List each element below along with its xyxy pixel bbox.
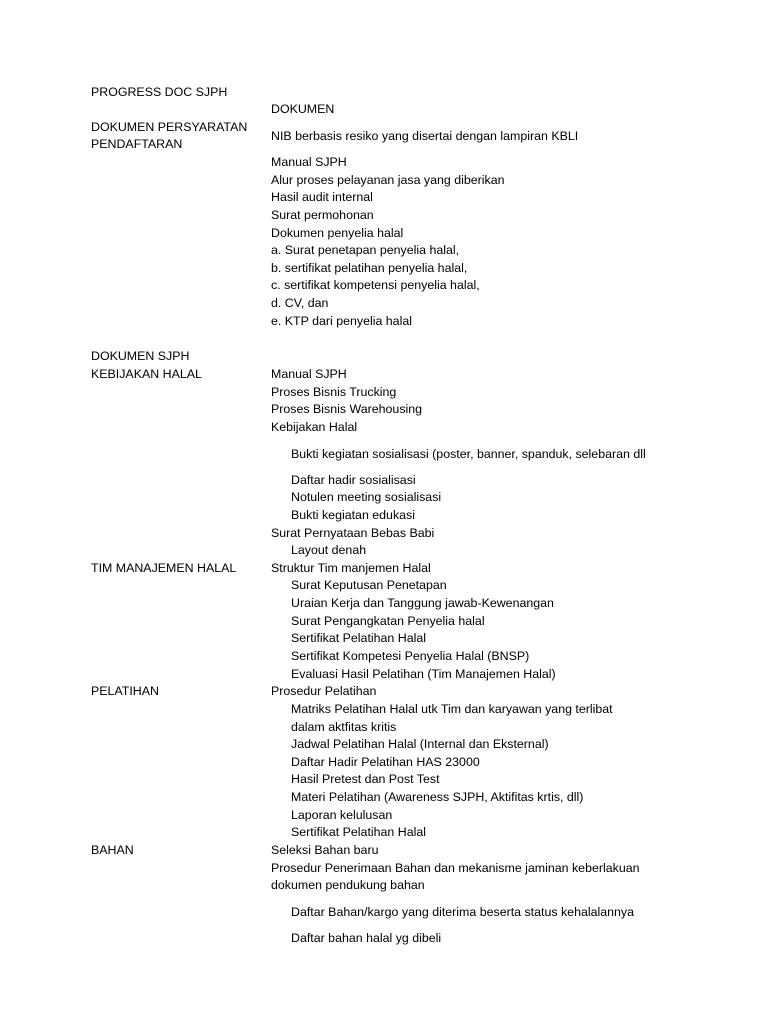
list-item: Proses Bisnis Warehousing [271, 402, 423, 416]
list-item: Evaluasi Hasil Pelatihan (Tim Manajemen Halal) [291, 667, 556, 681]
list-item: Surat permohonan [271, 208, 374, 222]
page-title: PROGRESS DOC SJPH [91, 85, 228, 99]
list-item: Prosedur Penerimaan Bahan dan mekanisme jaminan keberlakuan [271, 861, 640, 875]
list-item: Surat Pernyataan Bebas Babi [271, 526, 435, 540]
list-item: Surat Keputusan Penetapan [291, 578, 447, 592]
list-item: Uraian Kerja dan Tanggung jawab-Kewenangan [291, 596, 554, 610]
section-label: KEBIJAKAN HALAL [91, 367, 202, 381]
list-item: Alur proses pelayanan jasa yang diberikan [271, 173, 505, 187]
list-item: Bukti kegiatan sosialisasi (poster, banner, spanduk, selebaran dll [291, 447, 646, 461]
list-item: Prosedur Pelatihan [271, 684, 377, 698]
list-item: Manual SJPH [271, 155, 347, 169]
list-item: Daftar bahan halal yg dibeli [291, 931, 442, 945]
list-item: Daftar hadir sosialisasi [291, 473, 416, 487]
section-label: TIM MANAJEMEN HALAL [91, 561, 237, 575]
list-item: a. Surat penetapan penyelia halal, [271, 243, 460, 257]
list-item: NIB berbasis resiko yang disertai dengan lampiran KBLI [271, 129, 579, 143]
list-item: Matriks Pelatihan Halal utk Tim dan karyawan yang terlibat [291, 702, 613, 716]
list-item: Layout denah [291, 543, 367, 557]
section-label: PELATIHAN [91, 684, 159, 698]
list-item: Jadwal Pelatihan Halal (Internal dan Eksternal) [291, 737, 549, 751]
list-item: Sertifikat Kompetesi Penyelia Halal (BNSP) [291, 649, 530, 663]
list-item: Sertifikat Pelatihan Halal [291, 631, 426, 645]
column-header: DOKUMEN [271, 102, 335, 116]
list-item: Dokumen penyelia halal [271, 226, 404, 240]
list-item: b. sertifikat pelatihan penyelia halal, [271, 261, 468, 275]
list-item: Daftar Bahan/kargo yang diterima beserta status kehalalannya [291, 905, 635, 919]
list-item: Materi Pelatihan (Awareness SJPH, Aktifitas krtis, dll) [291, 790, 584, 804]
list-item: c. sertifikat kompetensi penyelia halal, [271, 278, 480, 292]
section-label: BAHAN [91, 843, 134, 857]
section-label: DOKUMEN SJPH [91, 349, 190, 363]
list-item: Laporan kelulusan [291, 808, 393, 822]
list-item: Proses Bisnis Trucking [271, 385, 397, 399]
list-item: Kebijakan Halal [271, 420, 358, 434]
section-label: PENDAFTARAN [91, 137, 183, 151]
section-label: DOKUMEN PERSYARATAN [91, 120, 248, 134]
list-item: dalam aktfitas kritis [291, 720, 397, 734]
list-item: Notulen meeting sosialisasi [291, 490, 442, 504]
list-item: Surat Pengangkatan Penyelia halal [291, 614, 485, 628]
list-item: d. CV, dan [271, 296, 329, 310]
list-item: Manual SJPH [271, 367, 347, 381]
list-item: Hasil Pretest dan Post Test [291, 772, 440, 786]
list-item: e. KTP dari penyelia halal [271, 314, 412, 328]
list-item: Hasil audit internal [271, 190, 373, 204]
list-item: dokumen pendukung bahan [271, 878, 425, 892]
list-item: Struktur Tim manjemen Halal [271, 561, 431, 575]
list-item: Daftar Hadir Pelatihan HAS 23000 [291, 755, 480, 769]
list-item: Bukti kegiatan edukasi [291, 508, 415, 522]
list-item: Sertifikat Pelatihan Halal [291, 825, 426, 839]
list-item: Seleksi Bahan baru [271, 843, 379, 857]
